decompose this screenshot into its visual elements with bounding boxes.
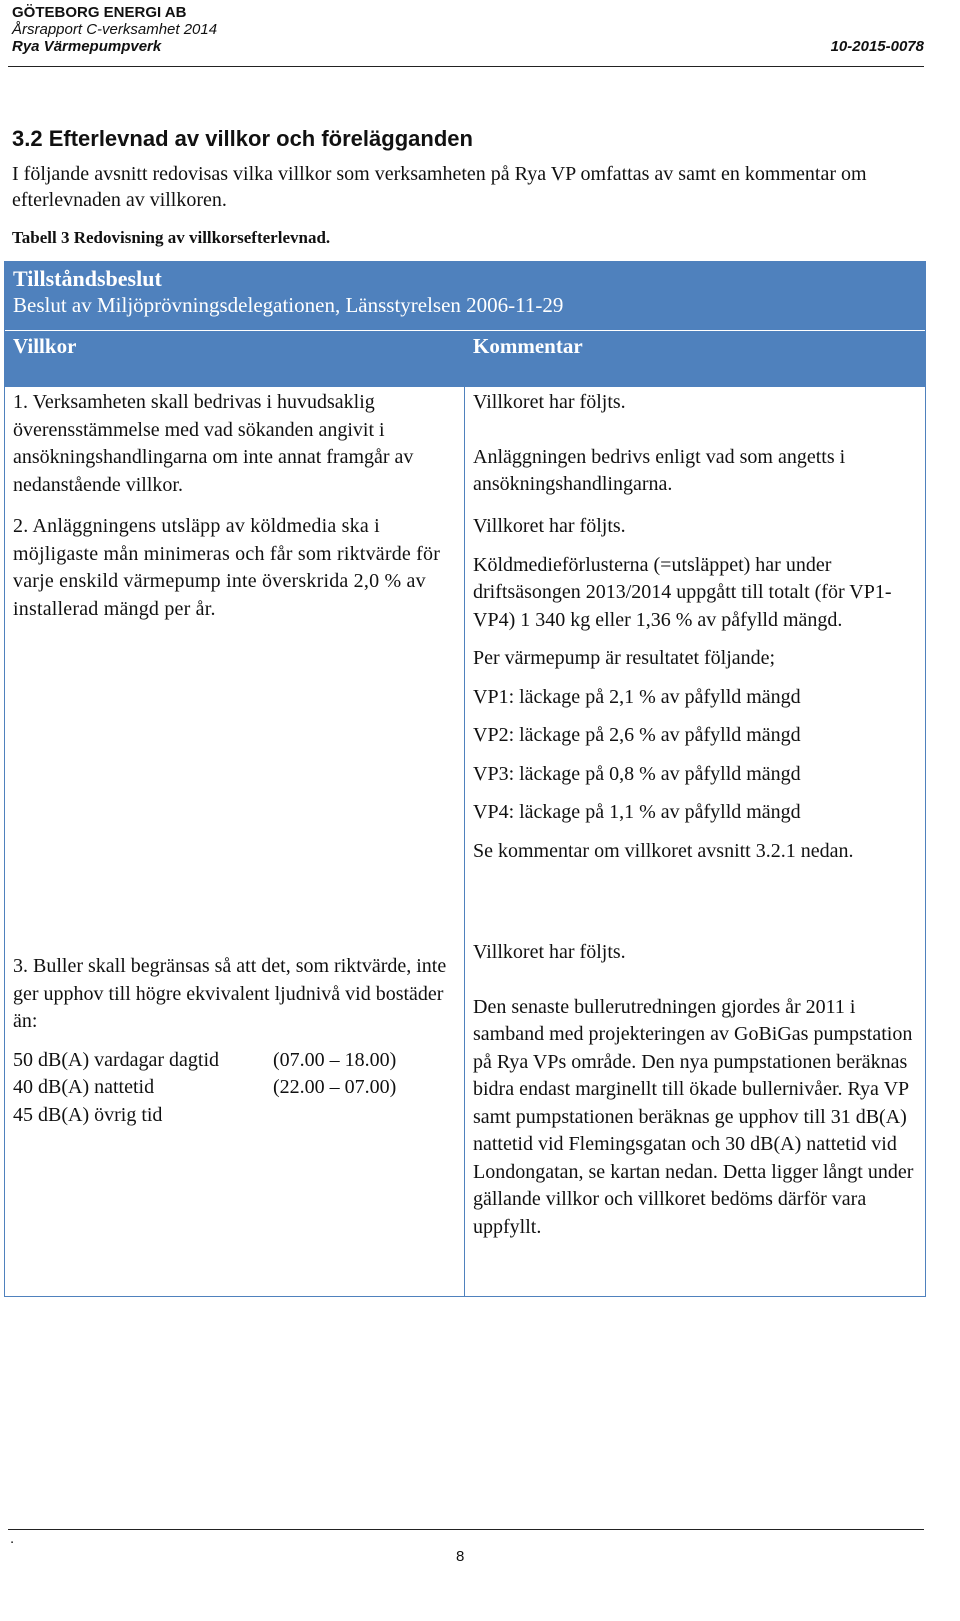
noise-level: 40 dB(A) nattetid xyxy=(13,1076,155,1098)
noise-time: (07.00 – 18.00) xyxy=(273,1048,397,1071)
table-subtitle: Beslut av Miljöprövningsdelegationen, Länsstyrelsen 2006-11-29 xyxy=(13,293,564,317)
column-header-villkor: Villkor xyxy=(13,334,77,358)
row-2-comment-1: Villkoret har följts. xyxy=(473,515,626,537)
row-2-comment-6: VP3: läckage på 0,8 % av påfylld mängd xyxy=(473,762,801,785)
noise-level: 50 dB(A) vardagar dagtid xyxy=(13,1048,220,1071)
noise-levels xyxy=(13,1047,459,1130)
header-divider xyxy=(8,66,924,67)
report-title: Årsrapport C-verksamhet 2014 xyxy=(12,21,218,38)
row-2-comment-8: Se kommentar om villkoret avsnitt 3.2.1 nedan. xyxy=(473,839,854,862)
row-3-villkor xyxy=(13,953,459,1129)
header-row xyxy=(12,38,924,55)
page-number: 8 xyxy=(456,1548,465,1565)
row-3-kommentar xyxy=(473,939,921,1241)
noise-level-row xyxy=(13,1074,459,1102)
table-title: Tillståndsbeslut xyxy=(13,266,162,291)
column-divider xyxy=(464,387,465,1296)
footer-mark: . xyxy=(10,1530,15,1547)
noise-level-row xyxy=(13,1047,459,1075)
section-title: 3.2 Efterlevnad av villkor och förelägganden xyxy=(12,126,473,151)
section-intro: I följande avsnitt redovisas vilka villkor som verksamheten på Rya VP omfattas av samt en kommentar om efterlevnaden av villkoren. xyxy=(12,163,867,211)
row-3-comment-1: Villkoret har följts. xyxy=(473,941,626,963)
noise-level: 45 dB(A) övrig tid xyxy=(13,1103,163,1126)
document-number: 10-2015-0078 xyxy=(830,38,924,55)
row-1-kommentar xyxy=(473,389,921,499)
table-header xyxy=(5,262,925,387)
row-1-villkor: 1. Verksamheten skall bedrivas i huvudsaklig överensstämmelse med vad sökanden angivit i ansökningshandlingarna om inte annat framgår av nedanstående villkor. xyxy=(13,391,414,496)
header-separator xyxy=(5,330,925,331)
row-2-comment-2: Köldmedieförlusterna (=utsläppet) har under driftsäsongen 2013/2014 uppgått till totalt (för VP1-VP4) 1 340 kg eller 1,36 % av påfylld mängd. xyxy=(473,553,892,631)
table-caption: Tabell 3 Redovisning av villkorsefterlevnad. xyxy=(12,228,331,247)
company-name: GÖTEBORG ENERGI AB xyxy=(12,4,187,21)
noise-time: (22.00 – 07.00) xyxy=(273,1076,397,1098)
compliance-table xyxy=(4,261,926,1297)
row-2-villkor: 2. Anläggningens utsläpp av köldmedia ska i möjligaste mån minimeras och får som riktvärde för varje enskild värmepump inte överskrida 2,0 % av installerad mängd per år. xyxy=(13,515,441,620)
page-header xyxy=(12,4,924,55)
row-1-comment-2: Anläggningen bedrivs enligt vad som angetts i ansökningshandlingarna. xyxy=(473,445,846,495)
row-2-comment-5: VP2: läckage på 2,6 % av påfylld mängd xyxy=(473,724,801,746)
row-2-kommentar xyxy=(473,513,921,865)
facility-name: Rya Värmepumpverk xyxy=(12,38,162,55)
row-2-comment-4: VP1: läckage på 2,1 % av påfylld mängd xyxy=(473,685,801,708)
column-header-kommentar: Kommentar xyxy=(473,334,583,358)
row-2-comment-7: VP4: läckage på 1,1 % av påfylld mängd xyxy=(473,801,801,823)
row-2-comment-3: Per värmepump är resultatet följande; xyxy=(473,647,776,669)
footer-divider xyxy=(8,1529,924,1530)
row-3-villkor-text: 3. Buller skall begränsas så att det, som riktvärde, inte ger upphov till högre ekvivalent ljudnivå vid bostäder än: xyxy=(13,955,447,1032)
row-3-comment-2: Den senaste bullerutredningen gjordes år 2011 i samband med projekteringen av GoBiGas pumpstation på Rya VPs område. Den nya pumpstationen beräknas bidra endast marginellt till ökade bullernivåer. Rya VP samt pumpstationen beräknas ge upphov till 31 dB(A) nattetid vid Flemingsgatan och 30 dB(A) nattetid vid Londongatan, se kartan nedan. Detta ligger långt under gällande villkor och villkoret bedöms därför vara uppfyllt. xyxy=(473,995,914,1238)
row-1-comment-1: Villkoret har följts. xyxy=(473,391,626,413)
noise-level-row xyxy=(13,1102,459,1130)
